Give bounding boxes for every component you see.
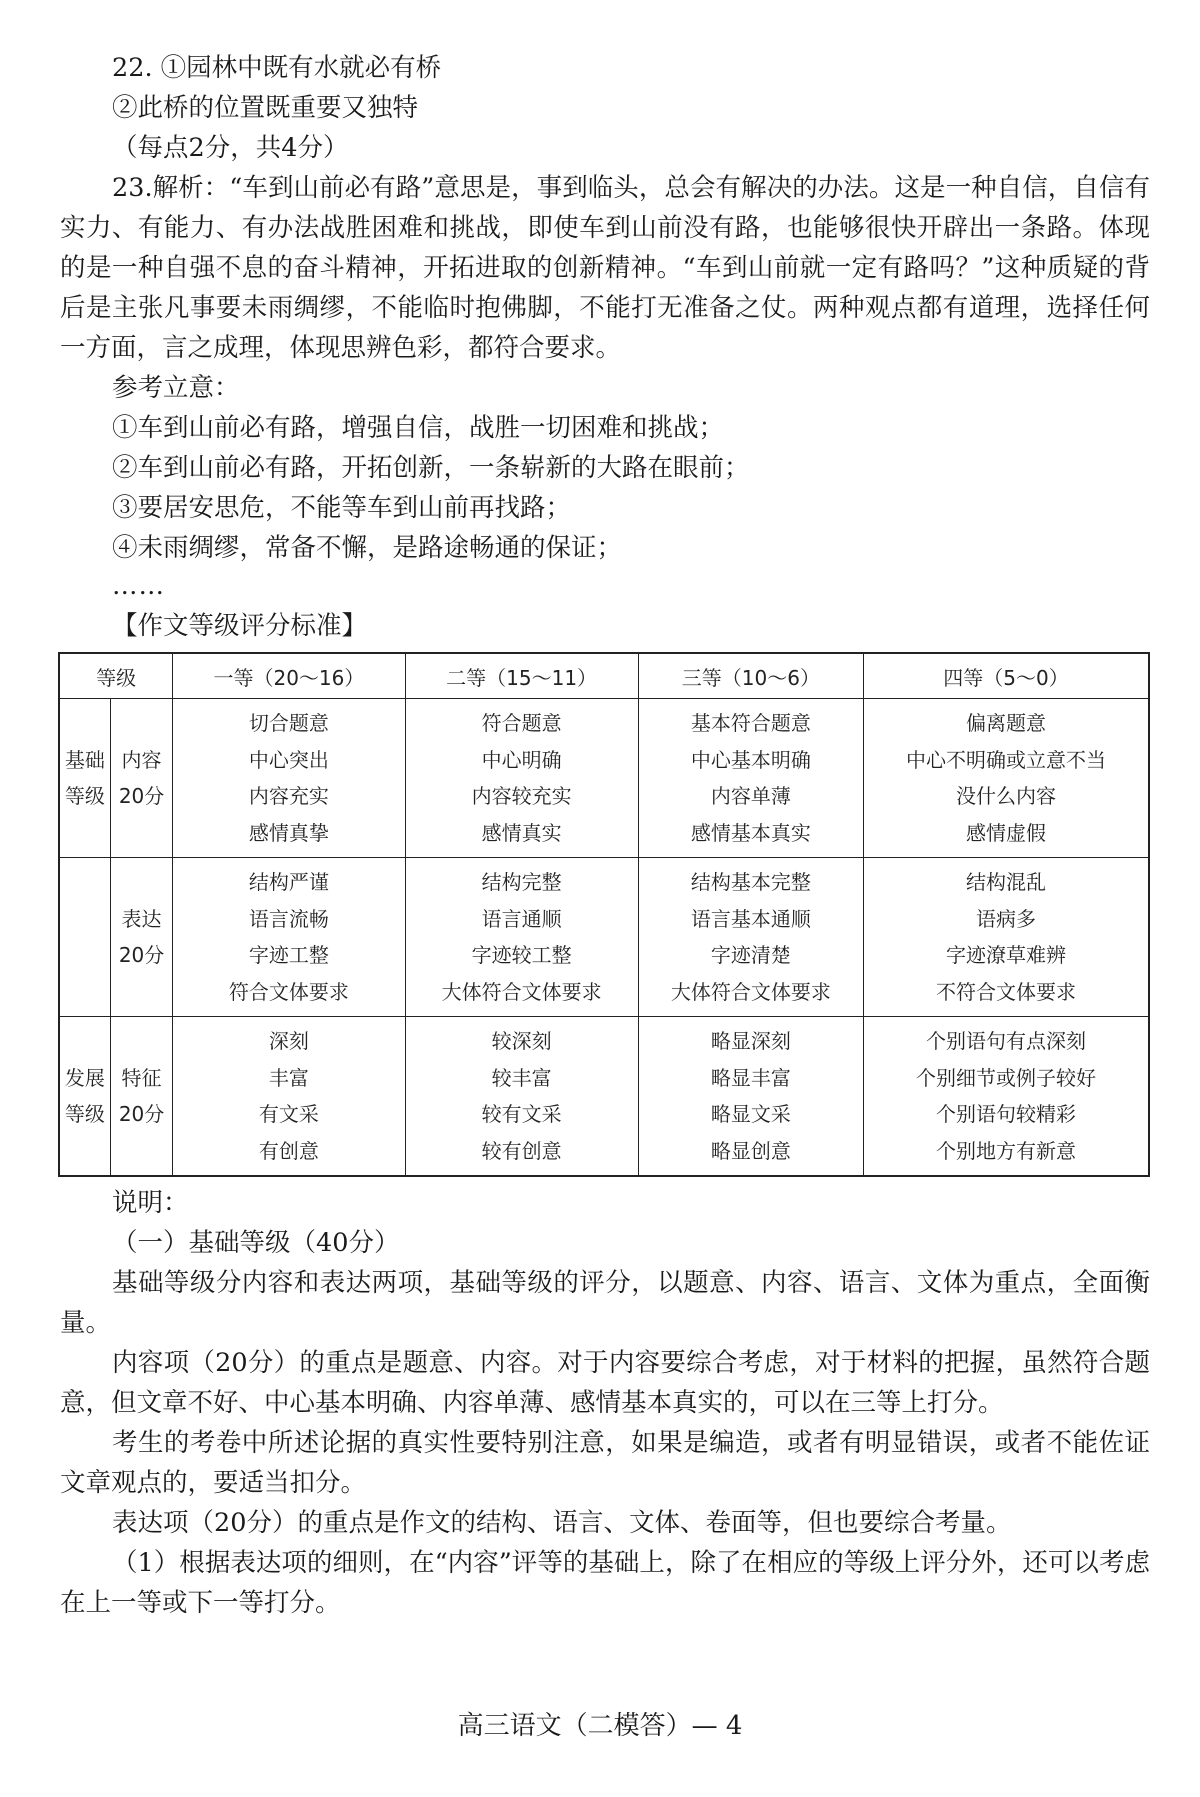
- criterion: 略显创意: [710, 1138, 791, 1163]
- criterion: 中心基本明确: [690, 747, 811, 772]
- criterion: 个别地方有新意: [936, 1138, 1077, 1163]
- criterion: 有创意: [258, 1138, 319, 1163]
- table-title: 【作文等级评分标准】: [112, 611, 368, 641]
- criterion: 大体符合文体要求: [441, 979, 602, 1004]
- q23-analysis: 23.解析：“车到山前必有路”意思是，事到临头，总会有解决的办法。这是一种自信，自信有实力、有能力、有办法战胜困难和挑战，即使车到山前没有路，也能够很快开辟出一条路。体现的是一种自强不息的奋斗精神，开拓进取的创新精神。“车到山前就一定有路吗？”这种质疑的背后是主张凡事要未雨绸缪，不能临时抱佛脚，不能打无准备之仗。两种观点都有道理，选择任何一方面，言之成理，体现思辨色彩，都符合要求。: [60, 173, 1150, 363]
- group-development: [59, 1017, 110, 1177]
- table-cell: [864, 858, 1149, 1017]
- criterion: 没什么内容: [956, 784, 1057, 808]
- criterion: 中心突出: [248, 747, 329, 772]
- reference-item-2: ②车到山前必有路，开拓创新，一条崭新的大路在眼前；: [112, 453, 750, 483]
- criterion: 字迹工整: [248, 943, 329, 967]
- criterion: 较丰富: [491, 1065, 552, 1090]
- page-footer: 高三语文（二模答）— 4: [457, 1711, 743, 1741]
- criterion: 语言基本通顺: [690, 906, 811, 931]
- notes-subheading: （一）基础等级（40分）: [112, 1228, 400, 1258]
- criterion: 个别细节或例子较好: [916, 1065, 1097, 1090]
- table-cell: [405, 699, 638, 858]
- reference-title: 参考立意：: [112, 373, 240, 403]
- item-label: 表达: [121, 906, 162, 931]
- criterion: 字迹清楚: [710, 943, 791, 967]
- criterion: 偏离题意: [966, 711, 1047, 735]
- criterion: 字迹较工整: [471, 943, 572, 967]
- criterion: 字迹潦草难辨: [946, 943, 1067, 967]
- header-third-class: 三等（10～6）: [638, 653, 863, 699]
- notes-paragraph: （1）根据表达项的细则，在“内容”评等的基础上，除了在相应的等级上评分外，还可以考虑在上一等或下一等打分。: [60, 1548, 1150, 1618]
- table-cell: [173, 858, 405, 1017]
- notes-paragraph: 考生的考卷中所述论据的真实性要特别注意，如果是编造，或者有明显错误，或者不能佐证文章观点的，要适当扣分。: [60, 1428, 1150, 1498]
- header-first-class: 一等（20～16）: [173, 653, 405, 699]
- table-cell: [638, 699, 863, 858]
- table-row: [59, 858, 1149, 1017]
- table-cell: [864, 1017, 1149, 1177]
- reference-item-1: ①车到山前必有路，增强自信，战胜一切困难和挑战；: [112, 413, 725, 443]
- criterion: 不符合文体要求: [936, 979, 1077, 1004]
- criterion: 结构严谨: [248, 870, 329, 894]
- item-score: 20分: [118, 1102, 165, 1126]
- criterion: 略显文采: [710, 1102, 791, 1126]
- criterion: 符合文体要求: [228, 979, 349, 1004]
- q22-line-1: 22. ①园林中既有水就必有桥: [112, 53, 442, 83]
- criterion: 内容较充实: [471, 784, 572, 808]
- criterion: 较深刻: [491, 1029, 552, 1053]
- ellipsis: ……: [112, 571, 165, 601]
- notes-paragraph: 基础等级分内容和表达两项，基础等级的评分，以题意、内容、语言、文体为重点，全面衡量。: [60, 1268, 1150, 1338]
- criterion: 深刻: [268, 1029, 309, 1053]
- table-cell: [638, 858, 863, 1017]
- criterion: 感情真挚: [248, 820, 329, 845]
- criterion: 结构混乱: [966, 870, 1047, 894]
- reference-item-3: ③要居安思危，不能等车到山前再找路；: [112, 493, 572, 523]
- table-row: [59, 699, 1149, 858]
- table-row: [59, 1017, 1149, 1177]
- criterion: 内容充实: [248, 784, 329, 808]
- criterion: 切合题意: [248, 711, 329, 735]
- item-label: 特征: [121, 1065, 162, 1090]
- item-score: 20分: [118, 784, 165, 808]
- criterion: 个别语句有点深刻: [926, 1029, 1087, 1053]
- grading-table: [58, 652, 1150, 1177]
- criterion: 丰富: [268, 1065, 309, 1090]
- item-expression: [110, 858, 173, 1017]
- table-cell: [405, 1017, 638, 1177]
- criterion: 个别语句较精彩: [936, 1102, 1077, 1126]
- criterion: 基本符合题意: [690, 711, 811, 735]
- criterion: 感情真实: [481, 820, 562, 845]
- header-second-class: 二等（15～11）: [405, 653, 638, 699]
- criterion: 有文采: [258, 1102, 319, 1126]
- table-cell: [405, 858, 638, 1017]
- group-basic: [59, 699, 110, 858]
- group-label: 基础: [64, 747, 105, 772]
- group-basic-continued: [59, 858, 110, 1017]
- criterion: 中心明确: [481, 747, 562, 772]
- notes-paragraph: 表达项（20分）的重点是作文的结构、语言、文体、卷面等，但也要综合考量。: [112, 1508, 1012, 1538]
- criterion: 内容单薄: [710, 784, 791, 808]
- reference-item-4: ④未雨绸缪，常备不懈，是路途畅通的保证；: [112, 533, 623, 563]
- q22-line-2: ②此桥的位置既重要又独特: [112, 93, 419, 123]
- criterion: 略显深刻: [710, 1029, 791, 1053]
- table-cell: [864, 699, 1149, 858]
- criterion: 结构基本完整: [690, 870, 811, 894]
- criterion: 感情虚假: [966, 820, 1047, 845]
- criterion: 大体符合文体要求: [670, 979, 831, 1004]
- criterion: 较有创意: [481, 1138, 562, 1163]
- criterion: 感情基本真实: [690, 820, 811, 845]
- item-content: [110, 699, 173, 858]
- table-header-row: [59, 653, 1149, 699]
- table-cell: [173, 1017, 405, 1177]
- answer-page: [60, 48, 1150, 1623]
- group-label: 等级: [64, 1102, 105, 1126]
- criterion: 语言通顺: [481, 906, 562, 931]
- criterion: 中心不明确或立意不当: [906, 747, 1107, 772]
- item-feature: [110, 1017, 173, 1177]
- criterion: 符合题意: [481, 711, 562, 735]
- table-cell: [173, 699, 405, 858]
- criterion: 略显丰富: [710, 1065, 791, 1090]
- q22-score-note: （每点2分，共4分）: [112, 133, 349, 163]
- group-label: 发展: [64, 1065, 105, 1090]
- group-label: 等级: [64, 784, 105, 808]
- criterion: 结构完整: [481, 870, 562, 894]
- item-label: 内容: [121, 747, 162, 772]
- header-grade: 等级: [59, 653, 173, 699]
- item-score: 20分: [118, 943, 165, 967]
- table-cell: [638, 1017, 863, 1177]
- criterion: 语言流畅: [248, 906, 329, 931]
- notes-paragraph: 内容项（20分）的重点是题意、内容。对于内容要综合考虑，对于材料的把握，虽然符合题意，但文章不好、中心基本明确、内容单薄、感情基本真实的，可以在三等上打分。: [60, 1348, 1150, 1418]
- notes-title: 说明：: [112, 1188, 189, 1218]
- criterion: 较有文采: [481, 1102, 562, 1126]
- criterion: 语病多: [976, 906, 1037, 931]
- header-fourth-class: 四等（5～0）: [864, 653, 1149, 699]
